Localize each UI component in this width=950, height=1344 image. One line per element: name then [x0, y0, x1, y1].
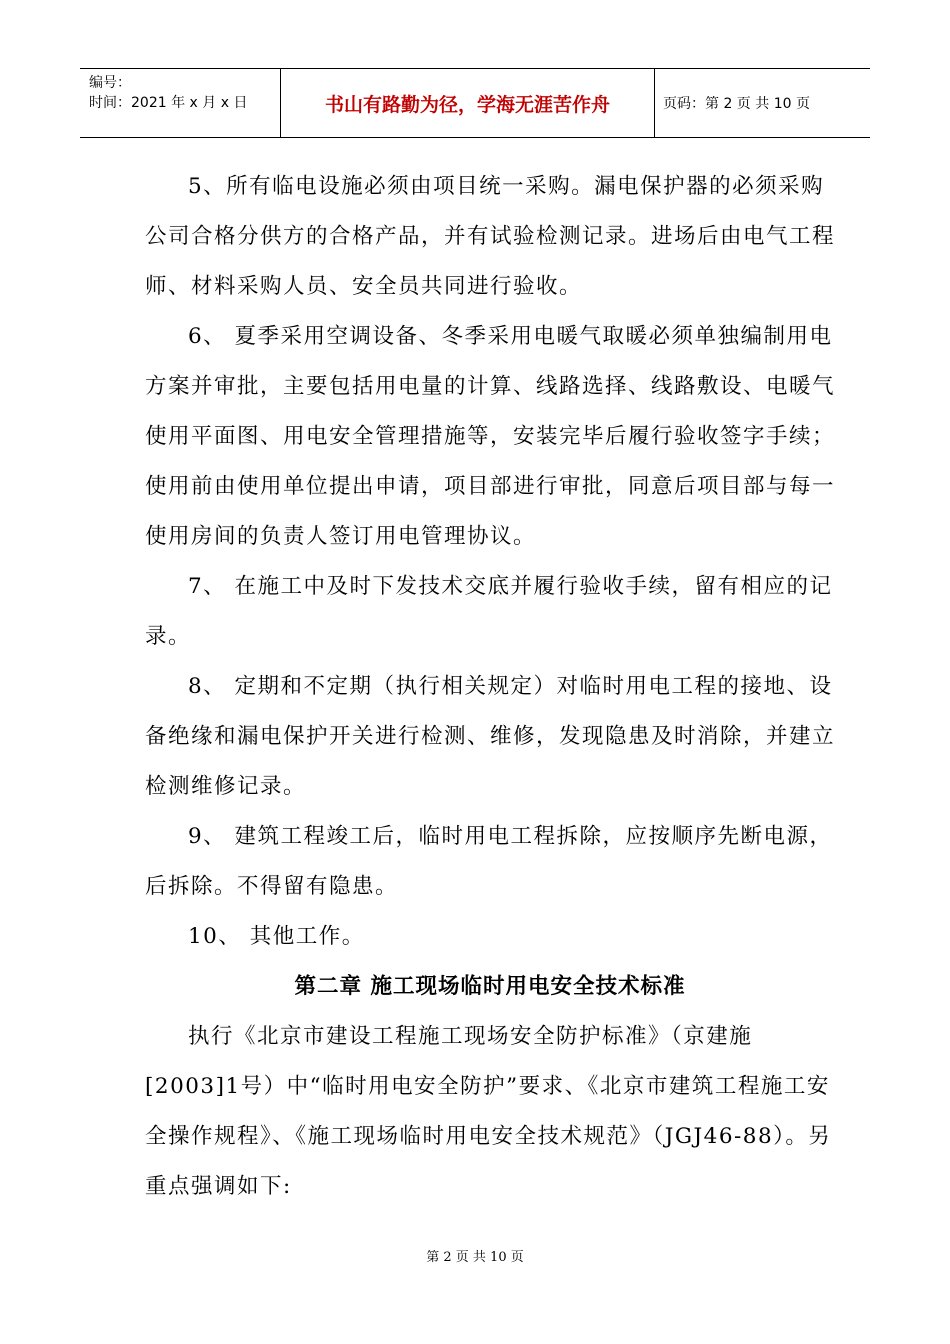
document-body	[145, 162, 835, 1212]
number-label: 编号：	[89, 75, 131, 91]
page-header	[80, 68, 870, 138]
paragraph-7: 7、 在施工中及时下发技术交底并履行验收手续，留有相应的记录。	[145, 574, 833, 649]
paragraph-8: 8、 定期和不定期（执行相关规定）对临时用电工程的接地、设备绝缘和漏电保护开关进行检测、维修，发现隐患及时消除，并建立检测维修记录。	[145, 674, 836, 799]
paragraph-10: 10、 其他工作。	[188, 924, 365, 949]
paragraph-6: 6、 夏季采用空调设备、冬季采用电暖气取暖必须单独编制用电方案并审批，主要包括用电量的计算、线路选择、线路敷设、电暖气使用平面图、用电安全管理措施等，安装完毕后履行验收签字手续；使用前由使用单位提出申请，项目部进行审批，同意后项目部与每一使用房间的负责人签订用电管理协议。	[145, 324, 836, 549]
header-meta	[80, 69, 281, 137]
time-label: 时间：2021 年 x 月 x 日	[89, 95, 248, 111]
paragraph-5: 5、所有临电设施必须由项目统一采购。漏电保护器的必须采购公司合格分供方的合格产品，并有试验检测记录。进场后由电气工程师、材料采购人员、安全员共同进行验收。	[145, 174, 836, 299]
header-motto: 书山有路勤为径，学海无涯苦作舟	[281, 69, 655, 137]
page-footer: 第 2 页 共 10 页	[426, 1250, 524, 1265]
paragraph-9: 9、 建筑工程竣工后，临时用电工程拆除，应按顺序先断电源，后拆除。不得留有隐患。	[145, 824, 833, 899]
header-page-info: 页码：第 2 页 共 10 页	[663, 96, 810, 112]
chapter-paragraph: 执行《北京市建设工程施工现场安全防护标准》（京建施[2003]1号）中“临时用电安全防护”要求、《北京市建筑工程施工安全操作规程》、《施工现场临时用电安全技术规范》（JGJ46-88）。另重点强调如下:	[145, 1024, 832, 1199]
chapter-title: 第二章 施工现场临时用电安全技术标准	[294, 974, 686, 999]
